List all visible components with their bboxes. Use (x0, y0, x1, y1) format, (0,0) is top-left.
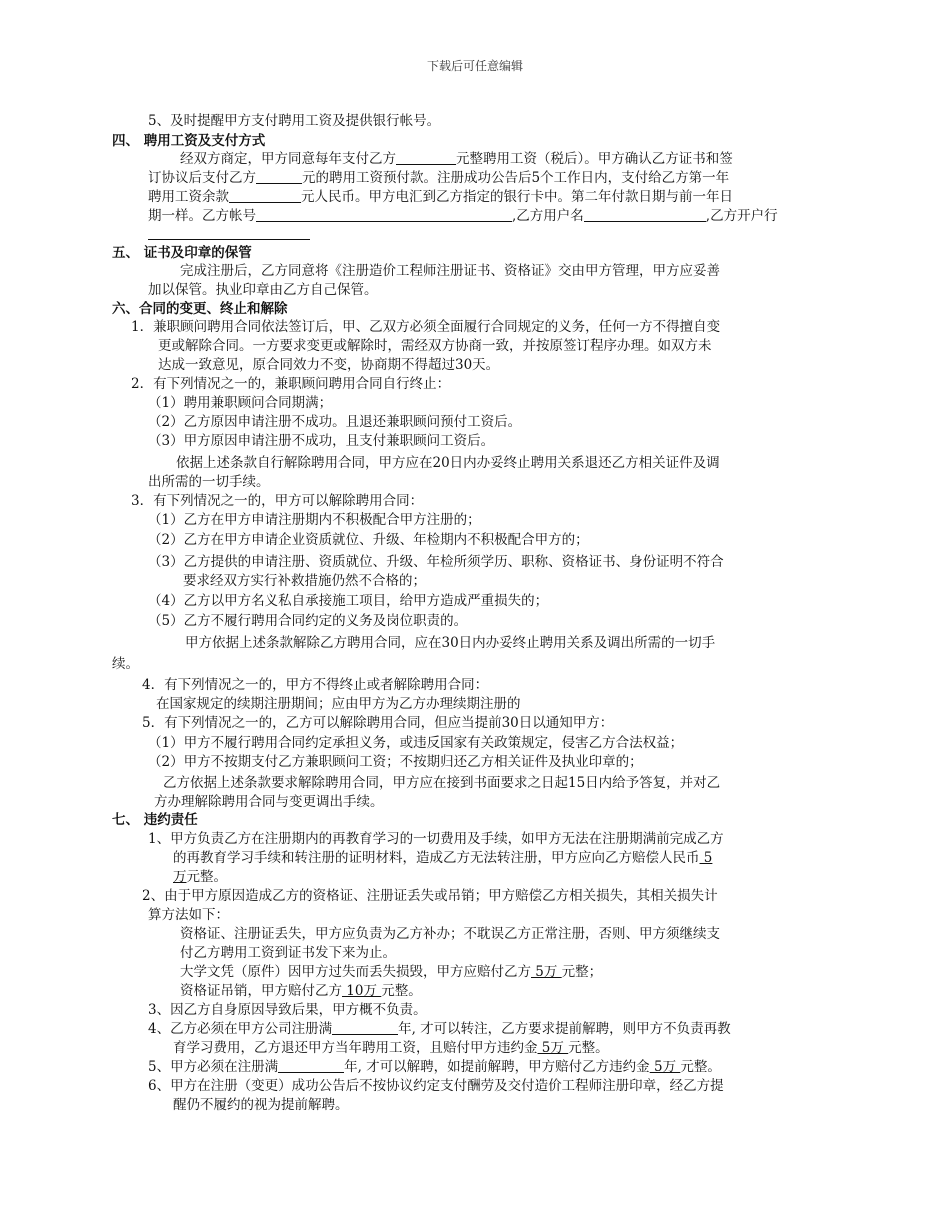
text-line (148, 169, 729, 188)
text-line: 2、由于甲方原因造成乙方的资格证、注册证丢失或吊销；甲方赔偿乙方相关损失，其相关损失计 (142, 888, 718, 904)
text-line: 完成注册后，乙方同意将《注册造价工程师注册证书、资格证》交由甲方管理，甲方应妥善 (180, 263, 720, 279)
text-line: （2）甲方不按期支付乙方兼职顾问工资；不按期归还乙方相关证件及执业印章的； (148, 754, 643, 770)
text-line: （5）乙方不履行聘用合同约定的义务及岗位职责的。 (148, 613, 468, 629)
text-segment: ,乙方用户名 (512, 208, 584, 224)
text-segment: 育学习费用，乙方退还甲方当年聘用工资，且赔付甲方违约金 (173, 1040, 538, 1056)
text-segment: 的再教育学习手续和转注册的证明材料，造成乙方无法转注册，甲方应向乙方赔偿人民币 (173, 850, 700, 866)
underlined-amount: 5 (699, 850, 713, 866)
text-line: 3、因乙方自身原因导致后果，甲方概不负责。 (148, 1002, 427, 1018)
section-heading: 七、 违约责任 (112, 812, 198, 828)
fill-in-blank (148, 225, 310, 240)
text-segment: 年, 才可以转注，乙方要求提前解聘，则甲方不负责再教 (398, 1021, 731, 1037)
text-segment: 期一样。乙方帐号 (148, 208, 256, 224)
text-line: （4）乙方以甲方名义私自承接施工项目，给甲方造成严重损失的； (148, 593, 549, 609)
text-line (180, 982, 422, 1001)
fill-in-blank (278, 1058, 344, 1073)
text-line (173, 849, 712, 868)
text-segment: 大学文凭（原件）因甲方过失而丢失损毁，甲方应赔付乙方 (180, 964, 531, 980)
text-segment: 5、甲方必须在注册满 (148, 1059, 279, 1075)
text-segment: 4、乙方必须在甲方公司注册满 (148, 1021, 333, 1037)
text-line (180, 150, 733, 169)
text-line: 依据上述条款自行解除聘用合同，甲方应在20日内办妥终止聘用关系退还乙方相关证件及调 (176, 455, 720, 471)
fill-in-blank (256, 169, 302, 184)
text-line: 续。 (112, 656, 139, 672)
text-line: 6、甲方在注册（变更）成功公告后不按协议约定支付酬劳及交付造价工程师注册印章，经乙方提 (148, 1078, 724, 1094)
text-line: 加以保管。执业印章由乙方自己保管。 (148, 282, 378, 298)
text-line: 1．兼职顾问聘用合同依法签订后，甲、乙双方必须全面履行合同规定的义务，任何一方不得擅自变 (131, 319, 721, 335)
section-heading: 四、 聘用工资及支付方式 (112, 133, 266, 149)
text-line: 达成一致意见，原合同效力不变，协商期不得超过30天。 (158, 357, 500, 373)
text-line (148, 207, 778, 226)
text-line: 付乙方聘用工资到证书发下来为止。 (180, 945, 396, 961)
fill-in-blank (396, 150, 456, 165)
text-line: 醒仍不履约的视为提前解聘。 (173, 1097, 349, 1113)
text-line: 要求经双方实行补救措施仍然不合格的； (183, 573, 426, 589)
text-line: 方办理解除聘用合同与变更调出手续。 (154, 794, 384, 810)
page-header: 下载后可任意编辑 (426, 59, 523, 73)
text-line: 5．有下列情况之一的，乙方可以解除聘用合同，但应当提前30日以通知甲方： (142, 715, 614, 731)
text-line: 更或解除合同。一方要求变更或解除时，需经双方协商一致，并按原签订程序办理。如双方未 (158, 338, 712, 354)
text-line: 甲方依据上述条款解除乙方聘用合同，应在30日内办妥终止聘用关系及调出所需的一切手 (185, 635, 716, 651)
text-segment: 资格证吊销，甲方赔付乙方 (180, 983, 342, 999)
text-line: （1）甲方不履行聘用合同约定承担义务，或违反国家有关政策规定，侵害乙方合法权益； (148, 735, 684, 751)
text-line: 算方法如下： (148, 907, 229, 923)
text-line (173, 1039, 609, 1058)
text-line: 乙方依据上述条款要求解除聘用合同，甲方应在接到书面要求之日起15日内给予答复，并对乙 (163, 775, 721, 791)
text-line: （3）乙方提供的申请注册、资质就位、升级、年检所须学历、职称、资格证书、身份证明不符合 (148, 554, 724, 570)
fill-in-blank (256, 207, 512, 222)
text-line: 1、甲方负责乙方在注册期内的再教育学习的一切费用及手续，如甲方无法在注册期满前完成乙方 (148, 831, 724, 847)
text-line (173, 868, 227, 887)
text-segment: 元的聘用工资预付款。注册成功公告后5个工作日内，支付给乙方第一年 (302, 170, 730, 186)
text-line (148, 188, 733, 207)
section-heading: 六、合同的变更、终止和解除 (112, 301, 288, 317)
text-segment: ,乙方开户行 (705, 208, 778, 224)
text-line: （2）乙方在甲方申请企业资质就位、升级、年检期内不积极配合甲方的； (148, 532, 589, 548)
text-segment: 聘用工资余款 (148, 189, 229, 205)
text-segment: 订协议后支付乙方 (148, 170, 256, 186)
text-line (148, 1058, 721, 1077)
fill-in-blank (229, 188, 301, 203)
text-line: 资格证、注册证丢失，甲方应负责为乙方补办；不耽误乙方正常注册，否则、甲方须继续支 (180, 926, 720, 942)
underlined-amount: 万 (173, 869, 187, 885)
text-line: 2．有下列情况之一的，兼职顾问聘用合同自行终止： (131, 376, 451, 392)
text-line (148, 1020, 731, 1039)
text-line: 4．有下列情况之一的，甲方不得终止或者解除聘用合同： (142, 677, 489, 693)
text-segment: 元整。 (680, 1059, 721, 1075)
text-segment: 元整。 (568, 1040, 609, 1056)
text-segment: 元整聘用工资（税后）。甲方确认乙方证书和签 (456, 151, 733, 167)
underlined-amount: 5万 (531, 964, 562, 980)
text-line (180, 963, 602, 982)
text-line: 出所需的一切手续。 (148, 474, 270, 490)
text-segment: 元整。 (381, 983, 422, 999)
text-line: 在国家规定的续期注册期间；应由甲方为乙方办理续期注册的 (156, 696, 521, 712)
underlined-amount: 5万 (537, 1040, 569, 1056)
text-segment: 元整； (561, 964, 603, 980)
section-heading: 五、 证书及印章的保管 (112, 245, 252, 261)
fill-in-blank (332, 1020, 398, 1035)
text-line: （2）乙方原因申请注册不成功。且退还兼职顾问预付工资后。 (148, 414, 522, 430)
text-line: 5、及时提醒甲方支付聘用工资及提供银行帐号。 (148, 113, 441, 129)
underlined-amount: 10万 (342, 983, 382, 999)
text-segment: 年, 才可以解聘，如提前解聘，甲方赔付乙方违约金 (344, 1059, 650, 1075)
text-segment: 元整。 (186, 869, 227, 885)
fill-in-blank (584, 207, 706, 222)
text-line: 3．有下列情况之一的，甲方可以解除聘用合同： (131, 493, 424, 509)
text-segment: 元人民币。甲方电汇到乙方指定的银行卡中。第二年付款日期与前一年日 (301, 189, 733, 205)
text-segment: 经双方商定，甲方同意每年支付乙方 (180, 151, 396, 167)
text-line: （3）甲方原因申请注册不成功，且支付兼职顾问工资后。 (148, 433, 495, 449)
text-line (148, 225, 310, 244)
text-line: （1）聘用兼职顾问合同期满； (148, 395, 333, 411)
text-line: （1）乙方在甲方申请注册期内不积极配合甲方注册的； (148, 512, 481, 528)
underlined-amount: 5万 (649, 1059, 681, 1075)
